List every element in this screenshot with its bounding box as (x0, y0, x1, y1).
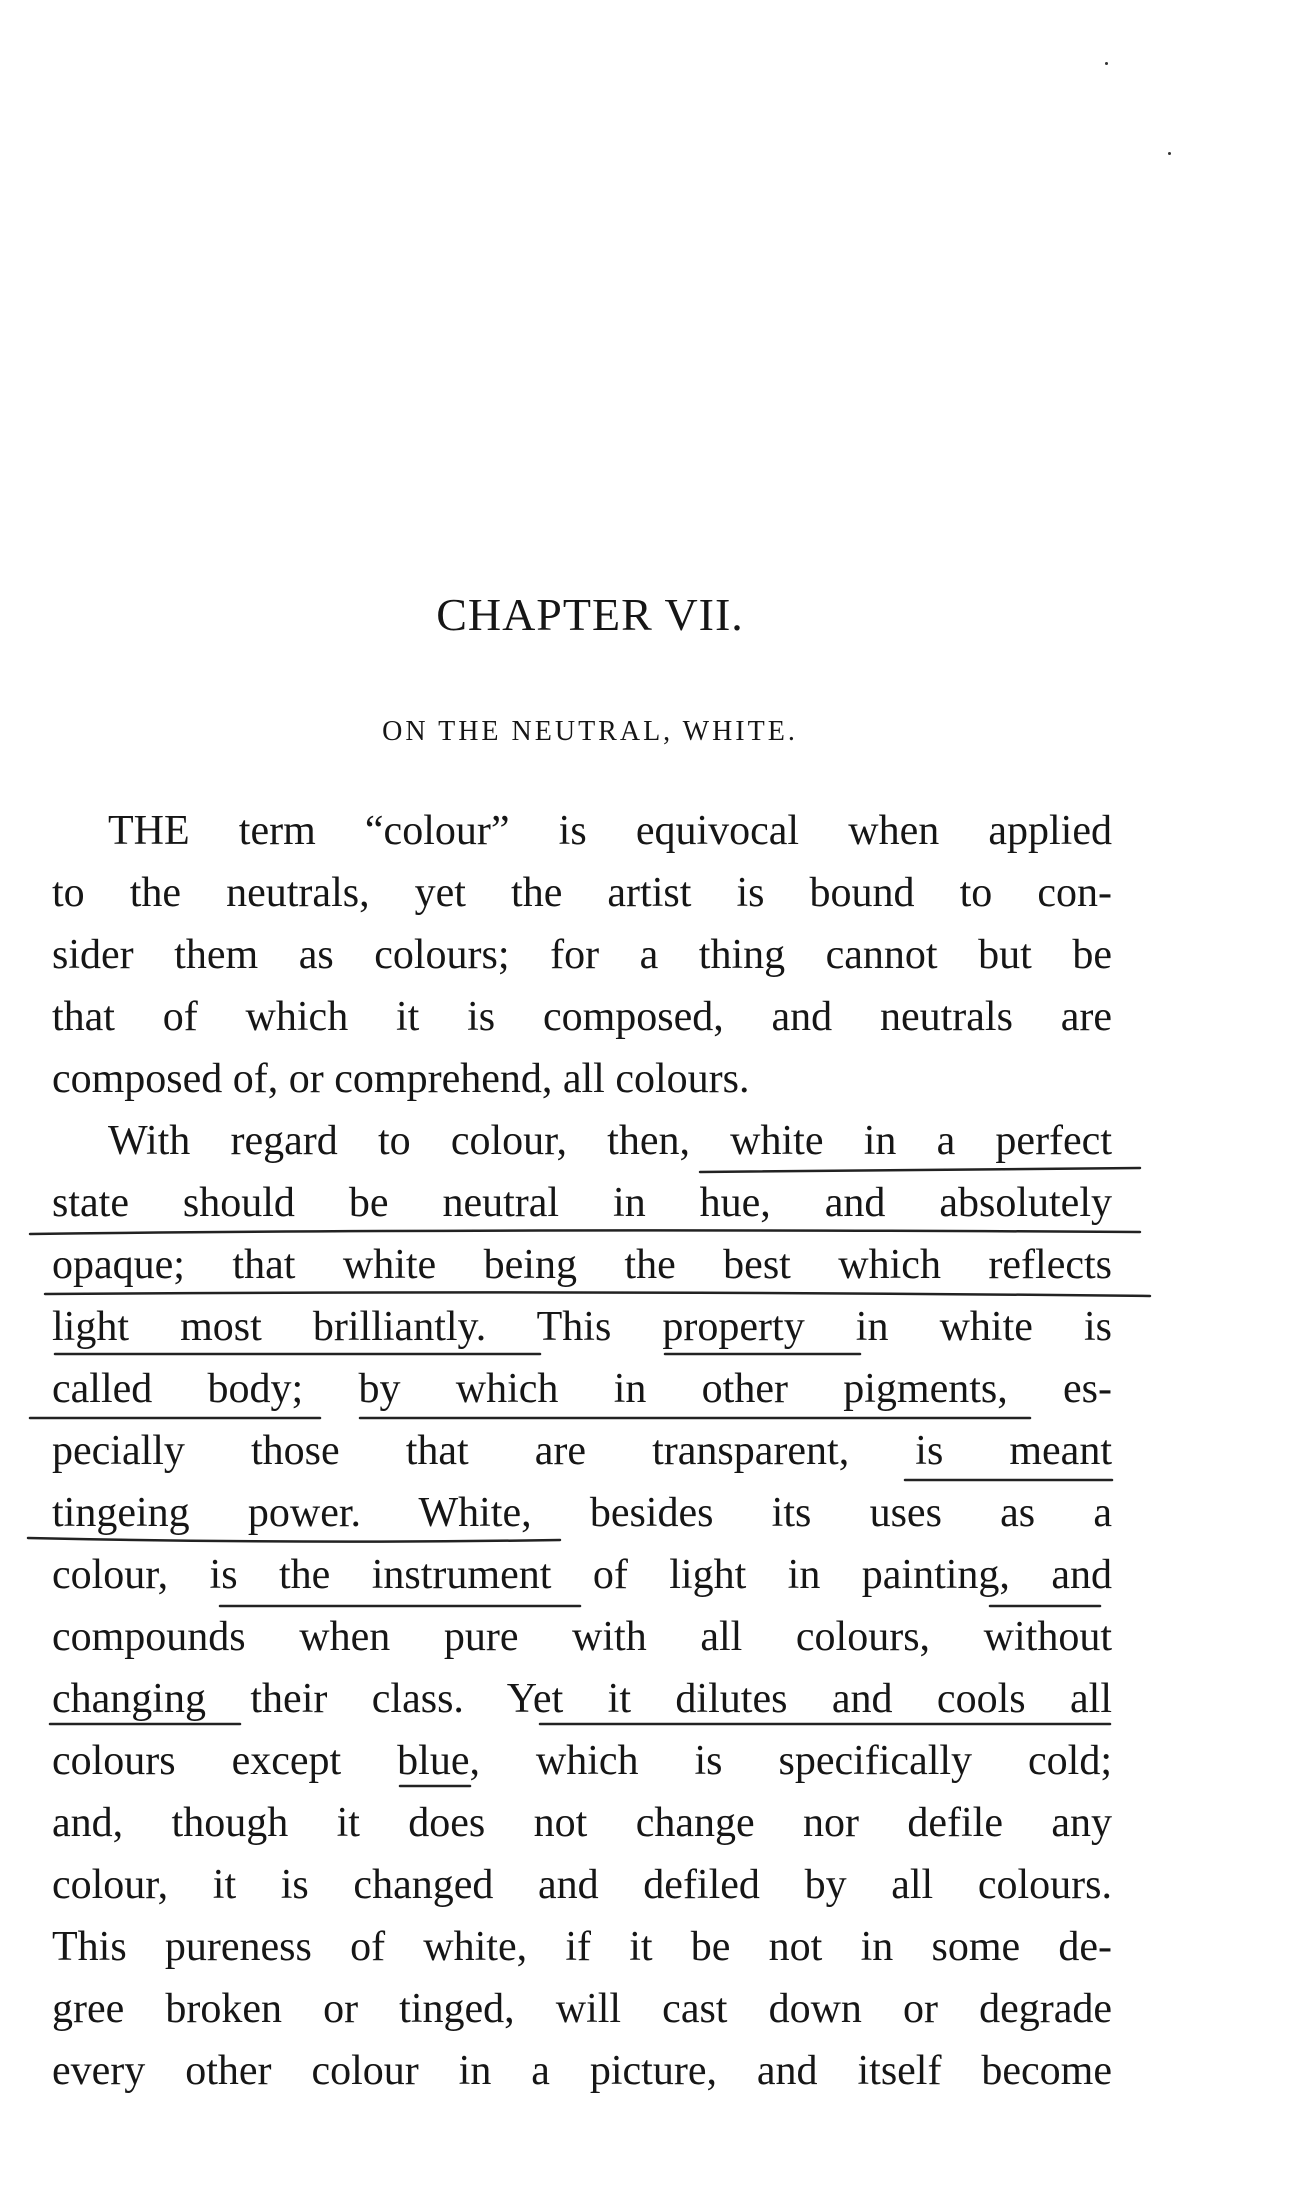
text-line: With regard to colour, then, white in a perfect (108, 1118, 1112, 1164)
text-line: that of which it is composed, and neutrals are (52, 994, 1112, 1040)
text-line: composed of, or comprehend, all colours. (52, 1056, 750, 1102)
chapter-title: CHAPTER VII. (436, 589, 744, 640)
text-line: compounds when pure with all colours, without (52, 1614, 1112, 1660)
paragraph-1 (52, 800, 1112, 1110)
text-line: colour, is the instrument of light in painting, and (52, 1552, 1112, 1598)
text-line: state should be neutral in hue, and absolutely (52, 1180, 1112, 1226)
text-line: THE term “colour” is equivocal when applied (108, 808, 1112, 854)
text-line: and, though it does not change nor defile any (52, 1800, 1112, 1846)
text-line: sider them as colours; for a thing cannot but be (52, 932, 1112, 978)
speck-mark (1105, 62, 1108, 65)
text-line: light most brilliantly. This property in white is (52, 1304, 1112, 1350)
text-line: every other colour in a picture, and itself become (52, 2048, 1112, 2094)
text-line: called body; by which in other pigments, es- (52, 1366, 1112, 1412)
text-line: tingeing power. White, besides its uses as a (52, 1490, 1112, 1536)
text-line: changing their class. Yet it dilutes and cools all (52, 1676, 1112, 1722)
chapter-subtitle: ON THE NEUTRAL, WHITE. (382, 716, 798, 747)
text-line: gree broken or tinged, will cast down or degrade (52, 1986, 1112, 2032)
paragraph-2 (52, 1110, 1112, 2102)
text-line: This pureness of white, if it be not in some de- (52, 1924, 1112, 1970)
text-line: pecially those that are transparent, is meant (52, 1428, 1112, 1474)
text-line: colour, it is changed and defiled by all colours. (52, 1862, 1112, 1908)
text-line: opaque; that white being the best which reflects (52, 1242, 1112, 1288)
text-line: colours except blue, which is specifically cold; (52, 1738, 1112, 1784)
text-line: to the neutrals, yet the artist is bound to con- (52, 870, 1112, 916)
speck-mark (1168, 152, 1171, 155)
